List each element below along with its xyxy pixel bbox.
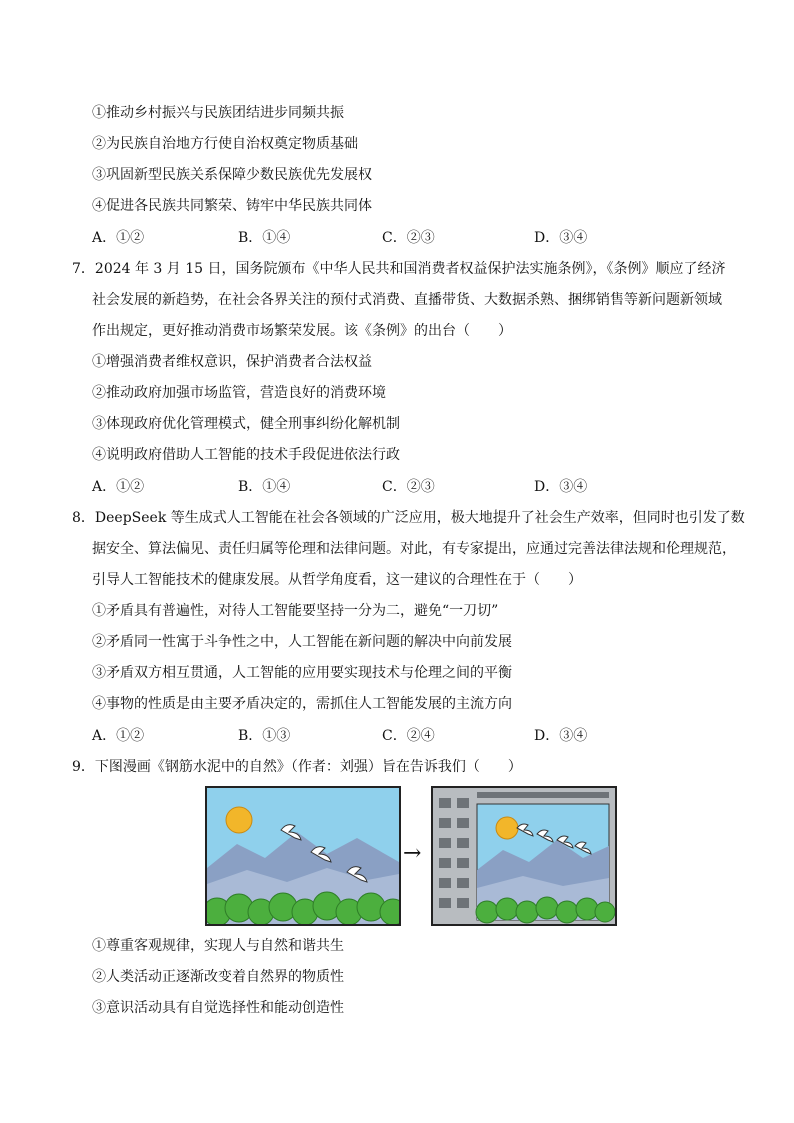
q9-option-3: ③意识活动具有自觉选择性和能动创造性 bbox=[92, 1000, 344, 1016]
q8-choices bbox=[92, 727, 732, 745]
q8-stem-line-2: 据安全、算法偏见、责任归属等伦理和法律问题。对此，有专家提出，应通过完善法律法规和伦理规范， bbox=[92, 541, 736, 557]
choice-b: B．①③ bbox=[238, 728, 291, 744]
q8-option-2: ②矛盾同一性寓于斗争性之中，人工智能在新问题的解决中向前发展 bbox=[92, 634, 512, 650]
comic-panel-city bbox=[431, 786, 617, 926]
q7-stem-line-1: 7．2024 年 3 月 15 日，国务院颁布《中华人民共和国消费者权益保护法实施条例》，《条例》顺应了经济 bbox=[72, 261, 726, 277]
prev-option-3: ③巩固新型民族关系保障少数民族优先发展权 bbox=[92, 167, 372, 183]
q7-option-1: ①增强消费者维权意识，保护消费者合法权益 bbox=[92, 354, 372, 370]
q7-option-2: ②推动政府加强市场监管，营造良好的消费环境 bbox=[92, 385, 386, 401]
choice-c: C．②③ bbox=[382, 230, 435, 246]
choice-b: B．①④ bbox=[238, 479, 291, 495]
q7-option-4: ④说明政府借助人工智能的技术手段促进依法行政 bbox=[92, 447, 400, 463]
nature-illustration bbox=[207, 788, 399, 924]
comic-panel-nature bbox=[205, 786, 401, 926]
prev-option-2: ②为民族自治地方行使自治权奠定物质基础 bbox=[92, 136, 358, 152]
choice-d: D．③④ bbox=[534, 230, 588, 246]
choice-c: C．②③ bbox=[382, 479, 435, 495]
choice-a: A．①② bbox=[92, 479, 145, 495]
q7-stem-line-3: 作出规定，更好推动消费市场繁荣发展。该《条例》的出台（ ） bbox=[92, 323, 512, 339]
city-illustration bbox=[433, 788, 615, 924]
q7-choices bbox=[92, 478, 732, 496]
q8-option-4: ④事物的性质是由主要矛盾决定的，需抓住人工智能发展的主流方向 bbox=[92, 696, 512, 712]
sun bbox=[226, 807, 252, 833]
q8-option-3: ③矛盾双方相互贯通，人工智能的应用要实现技术与伦理之间的平衡 bbox=[92, 665, 512, 681]
arrow-icon: → bbox=[403, 841, 422, 866]
billboard bbox=[476, 804, 615, 923]
q7-option-3: ③体现政府优化管理模式，健全刑事纠纷化解机制 bbox=[92, 416, 400, 432]
choice-b: B．①④ bbox=[238, 230, 291, 246]
q7-stem-line-2: 社会发展的新趋势，在社会各界关注的预付式消费、直播带货、大数据杀熟、捆绑销售等新问题新领域 bbox=[92, 292, 722, 308]
q8-stem-line-1: 8．DeepSeek 等生成式人工智能在社会各领域的广泛应用，极大地提升了社会生产效率，但同时也引发了数 bbox=[72, 510, 745, 526]
q9-option-2: ②人类活动正逐渐改变着自然界的物质性 bbox=[92, 969, 344, 985]
choice-a: A．①② bbox=[92, 230, 145, 246]
choice-d: D．③④ bbox=[534, 479, 588, 495]
prev-choices bbox=[92, 229, 732, 247]
prev-option-4: ④促进各民族共同繁荣、铸牢中华民族共同体 bbox=[92, 198, 372, 214]
choice-c: C．②④ bbox=[382, 728, 435, 744]
choice-a: A．①② bbox=[92, 728, 145, 744]
q8-option-1: ①矛盾具有普遍性，对待人工智能要坚持一分为二，避免“一刀切” bbox=[92, 603, 499, 619]
q8-stem-line-3: 引导人工智能技术的健康发展。从哲学角度看，这一建议的合理性在于（ ） bbox=[92, 572, 582, 588]
prev-option-1: ①推动乡村振兴与民族团结进步同频共振 bbox=[92, 105, 344, 121]
q9-stem: 9．下图漫画《钢筋水泥中的自然》（作者：刘强）旨在告诉我们（ ） bbox=[72, 759, 522, 775]
choice-d: D．③④ bbox=[534, 728, 588, 744]
q9-option-1: ①尊重客观规律，实现人与自然和谐共生 bbox=[92, 938, 344, 954]
